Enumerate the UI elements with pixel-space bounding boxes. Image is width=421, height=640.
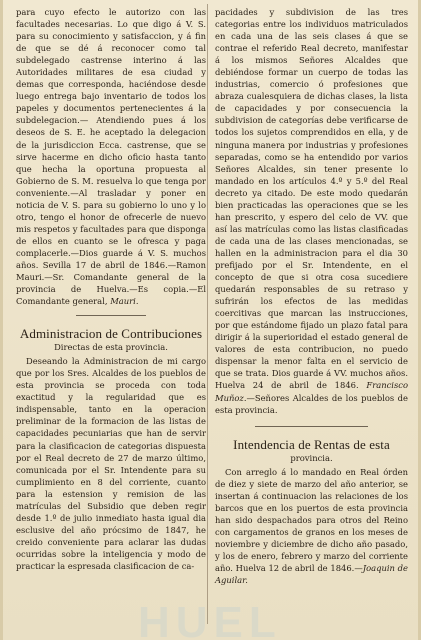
left-column <box>16 6 206 572</box>
library-watermark: HUEL <box>138 598 282 638</box>
right-signature: Francisco Muñoz. <box>215 380 408 403</box>
section-title-intendencia: Intendencia de Rentas de esta <box>233 436 390 452</box>
left-paragraph-1-text: para cuyo efecto le autorizo con las facultades necesarias. Lo que digo á V. S. para su conocimiento y satisfaccion, y á fin de que se dé á reconocer como tal subdelegado castrense interino á las Autoridades militares de esa ciudad y demas que corresponda, haciéndose desde luego entrega bajo inventario de todos los papeles y documentos pertenecientes á la subdelegacion.— Atendiendo pues á los deseos de S. E. he aceptado la delegacion de la jurisdiccion Ecca. castrense, que se sirve hacerme en dicho oficio hasta tanto que hecha la oportuna propuesta al Gobierno de S. M. resuelva lo que tenga por conveniente.—Al trasladar y poner en noticia de V. S. para su gobierno lo uno y lo otro, tengo el honor de ofrecerle de nuevo mis respetos y facultades para que disponga de ellos en cuanto se le ofresca y paga complacerle.—Dios guarde á V. S. muchos años. Sevilla 17 de abril de 1846.—Ramon Mauri.—Sr. Comandante general de la provincia de Huelva.—Es copia.—El Comandante general, <box>16 7 206 307</box>
right-paragraph-2 <box>215 466 408 586</box>
right-paragraph-1 <box>215 6 408 416</box>
section-subtitle-contribuciones: Directas de esta provincia. <box>54 342 168 353</box>
left-paragraph-2: Deseando la Administracion de mi cargo que por los Sres. Alcaldes de los pueblos de esta provincia se proceda con toda exactitud y la regularidad que es indispensable, tanto en la operacion preliminar de la formacion de las listas de capacidades pecuniarias que han de servir para la clasificacion de categorias dispuesta por el Real decreto de 27 de marzo último, comunicada por el Sr. Intendente para su cumplimiento en 8 del corriente, cuanto para la estension y remision de las matrículas del Subsidio que deben regir desde 1.º de julio inmediato hasta igual dia esclusive del año prócsimo de 1847, he creido conveniente para aclarar las dudas ocurridas sobre la inteligencia y modo de practicar la espresada clasificacion de ca- <box>16 356 206 571</box>
section-rule <box>76 315 146 316</box>
column-divider <box>207 4 208 624</box>
right-column <box>215 6 408 586</box>
section-subtitle-intendencia: provincia. <box>290 452 333 463</box>
left-signature: Mauri. <box>110 296 139 307</box>
section-title-contribuciones: Administracion de Contribuciones <box>19 326 203 342</box>
right-paragraph-1-text: pacidades y subdivision de las tres categorias entre los individuos matriculados en cada una de las seis clases á que se contrae el referido Real decreto, manifestar á los mismos Señores Alcaldes que debiéndose formar un cuerpo de todas las industrias, comercio ó profesiones que abraza cualesquiera de dichas clases, la lista de capacidades y por consecuencia la subdivision de categorías debe verificarse de todos los sujetos comprendidos en ella, y de ninguna manera por industrias y profesiones separadas, como se ha entendido por varios Señores Alcaldes, sin tener presente lo mandado en los artículos 4.º y 5.º del Real decreto ya citado. De este modo quedarán bien practicadas las operaciones que se les han prescrito, y espero del celo de VV. que así las matrículas como las listas clasificadas de cada una de las clases mencionadas, se hallen en la administracion para el dia 30 prefijado por el Sr. Intendente, en el concepto de que si otra cosa sucediere quedarán responsables de su retraso y sufrirán los efectos de las medidas coercitivas que marcan las instrucciones, por que estándome fijado un plazo fatal para dirigir á la superioridad el estado general de valores de esta contribucion, no puedo dispensar la menor falta en el servicio de que se trata. Dios guarde á VV. muchos años. Huelva 24 de abril de 1846. <box>215 7 408 391</box>
section-rule-right <box>255 426 368 427</box>
right-paragraph-1-end: —Señores Alcaldes de los pueblos de esta provincia. <box>215 392 408 415</box>
left-paragraph-1 <box>16 6 206 307</box>
right-paragraph-2-text: Con arreglo á lo mandado en Real órden de diez y siete de marzo del año anterior, se insertan á continuacion las relaciones de los barcos que en los puertos de esta provincia han sido despachados para otros del Reino con cargamentos de granos en los meses de noviembre y diciembre de dicho año pasado, y los de enero, febrero y marzo del corriente año. Huelva 12 de abril de 1846.— <box>215 466 408 573</box>
right-signature-2: Joaquin de Aguilar. <box>215 562 408 586</box>
page-edge-left <box>0 0 3 640</box>
